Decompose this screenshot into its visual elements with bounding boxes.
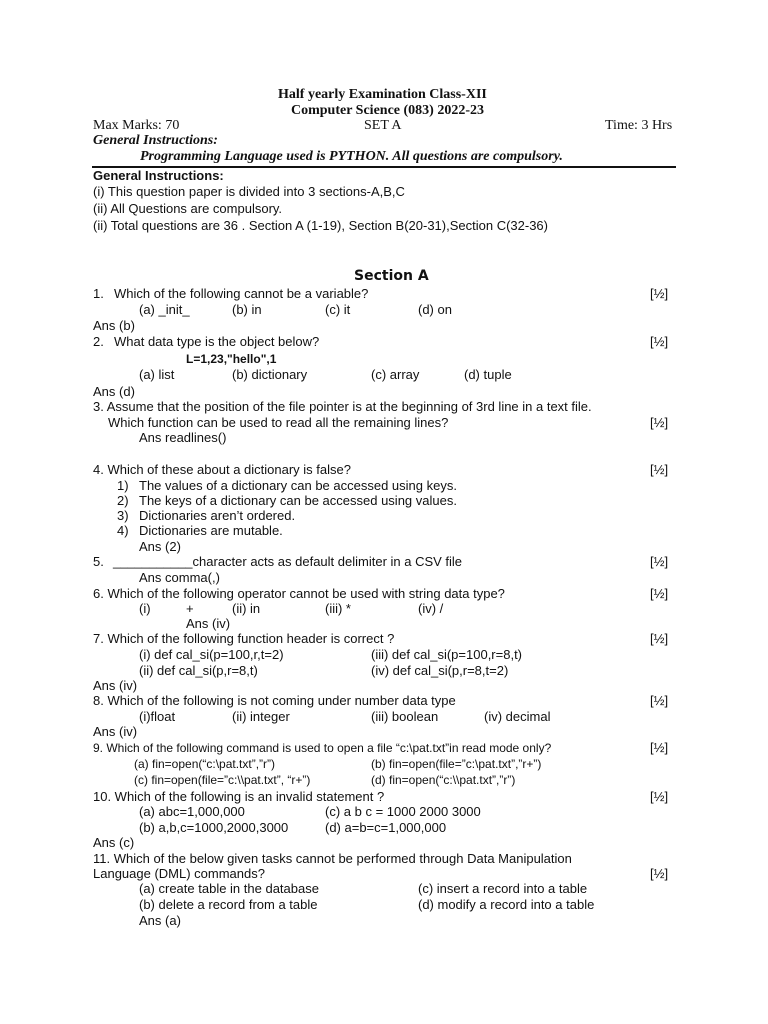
q6-mark: [½] xyxy=(650,586,669,601)
q11-text-line2: Language (DML) commands? xyxy=(93,866,265,881)
q7-option-a: (i) def cal_si(p=100,r,t=2) xyxy=(139,647,284,662)
q7-mark: [½] xyxy=(650,631,669,646)
q10-option-a: (a) abc=1,000,000 xyxy=(139,804,245,819)
q10-option-d: (d) a=b=c=1,000,000 xyxy=(325,820,447,835)
exam-subtitle: Computer Science (083) 2022-23 xyxy=(291,103,484,118)
q6-option-c: (iii) * xyxy=(325,601,351,616)
q8-text: 8. Which of the following is not coming under number data type xyxy=(93,693,456,708)
q1-mark: [½] xyxy=(650,286,669,301)
q9-option-c: (c) fin=open(file=”c:\\pat.txt”, “r+”) xyxy=(134,773,311,787)
q2-answer: Ans (d) xyxy=(93,384,135,399)
q7-text: 7. Which of the following function header is correct ? xyxy=(93,631,395,646)
q1-option-c: (c) it xyxy=(325,302,351,317)
q10-text: 10. Which of the following is an invalid statement ? xyxy=(93,789,385,804)
q3-answer: Ans readlines() xyxy=(139,430,227,445)
instruction-3: (ii) Total questions are 36 . Section A (1-19), Section B(20-31),Section C(32-36) xyxy=(93,218,548,233)
q3-text-line2: Which function can be used to read all the remaining lines? xyxy=(108,415,449,430)
q11-option-a: (a) create table in the database xyxy=(139,881,319,896)
instruction-2: (ii) All Questions are compulsory. xyxy=(93,201,283,216)
q1-option-a: (a) _init_ xyxy=(139,302,190,317)
q2-option-a: (a) list xyxy=(139,367,175,382)
q5-answer: Ans comma(,) xyxy=(139,570,220,585)
q2-option-b: (b) dictionary xyxy=(232,367,308,382)
q6-answer: Ans (iv) xyxy=(186,616,231,631)
q11-text-line1: 11. Which of the below given tasks cannot be performed through Data Manipulation xyxy=(93,851,572,866)
q8-option-a: (i)float xyxy=(139,709,176,724)
q8-option-b: (ii) integer xyxy=(232,709,290,724)
time-label: Time: 3 Hrs xyxy=(605,118,673,133)
q9-option-d: (d) fin=open(“c:\\pat.txt”,”r”) xyxy=(371,773,516,787)
q10-mark: [½] xyxy=(650,789,669,804)
section-title: Section A xyxy=(354,268,429,284)
q1-text: Which of the following cannot be a variable? xyxy=(114,286,369,301)
q2-option-d: (d) tuple xyxy=(464,367,512,382)
q11-answer: Ans (a) xyxy=(139,913,181,928)
q4-mark: [½] xyxy=(650,462,669,477)
q10-answer: Ans (c) xyxy=(93,835,135,850)
general-instructions-text: Programming Language used is PYTHON. All questions are compulsory. xyxy=(140,149,563,164)
q2-code: L=1,23,"hello",1 xyxy=(186,352,277,366)
q9-option-a: (a) fin=open(“c:\pat.txt”,”r”) xyxy=(134,757,276,771)
q6-option-a: (i) xyxy=(139,601,151,616)
q3-mark: [½] xyxy=(650,415,669,430)
q1-answer: Ans (b) xyxy=(93,318,135,333)
q7-option-d: (iv) def cal_si(p,r=8,t=2) xyxy=(371,663,509,678)
q8-answer: Ans (iv) xyxy=(93,724,138,739)
q1-option-b: (b) in xyxy=(232,302,262,317)
q5-number: 5. xyxy=(93,554,104,569)
q11-mark: [½] xyxy=(650,866,669,881)
q2-option-c: (c) array xyxy=(371,367,420,382)
q8-option-c: (iii) boolean xyxy=(371,709,439,724)
q2-number: 2. xyxy=(93,334,104,349)
q6-option-d: (iv) / xyxy=(418,601,444,616)
q9-text: 9. Which of the following command is used to open a file “c:\pat.txt”in read mode only? xyxy=(93,741,552,755)
q4-option-1-number: 1) xyxy=(117,478,129,493)
q5-mark: [½] xyxy=(650,554,669,569)
q3-text-line1: 3. Assume that the position of the file pointer is at the beginning of 3rd line in a text file. xyxy=(93,399,592,414)
q4-option-3-number: 3) xyxy=(117,508,129,523)
q4-option-4: Dictionaries are mutable. xyxy=(139,523,283,538)
q4-option-3: Dictionaries aren’t ordered. xyxy=(139,508,296,523)
q11-option-d: (d) modify a record into a table xyxy=(418,897,595,912)
q9-mark: [½] xyxy=(650,740,669,755)
q11-option-c: (c) insert a record into a table xyxy=(418,881,588,896)
q4-option-2-number: 2) xyxy=(117,493,129,508)
q4-answer: Ans (2) xyxy=(139,539,181,554)
q1-number: 1. xyxy=(93,286,104,301)
q7-option-c: (iii) def cal_si(p=100,r=8,t) xyxy=(371,647,523,662)
q4-text: 4. Which of these about a dictionary is false? xyxy=(93,462,351,477)
q5-text: ___________character acts as default delimiter in a CSV file xyxy=(113,554,463,569)
q1-option-d: (d) on xyxy=(418,302,452,317)
set-label: SET A xyxy=(364,118,402,133)
q4-option-1: The values of a dictionary can be accessed using keys. xyxy=(139,478,457,493)
q7-answer: Ans (iv) xyxy=(93,678,138,693)
instruction-1: (i) This question paper is divided into 3 sections-A,B,C xyxy=(93,184,405,199)
q6-option-a-symbol: + xyxy=(186,601,194,616)
q11-option-b: (b) delete a record from a table xyxy=(139,897,318,912)
q4-option-2: The keys of a dictionary can be accessed using values. xyxy=(139,493,457,508)
q10-option-c: (c) a b c = 1000 2000 3000 xyxy=(325,804,481,819)
q10-option-b: (b) a,b,c=1000,2000,3000 xyxy=(139,820,289,835)
q8-mark: [½] xyxy=(650,693,669,708)
q2-text: What data type is the object below? xyxy=(114,334,320,349)
q6-text: 6. Which of the following operator cannot be used with string data type? xyxy=(93,586,505,601)
q6-option-b: (ii) in xyxy=(232,601,261,616)
exam-title: Half yearly Examination Class-XII xyxy=(278,87,487,102)
q9-option-b: (b) fin=open(file=”c:\pat.txt”,”r+”) xyxy=(371,757,542,771)
instructions-title: General Instructions: xyxy=(93,168,224,183)
q8-option-d: (iv) decimal xyxy=(484,709,551,724)
q2-mark: [½] xyxy=(650,334,669,349)
general-instructions-label: General Instructions: xyxy=(93,133,218,148)
q7-option-b: (ii) def cal_si(p,r=8,t) xyxy=(139,663,258,678)
max-marks: Max Marks: 70 xyxy=(93,118,180,133)
q4-option-4-number: 4) xyxy=(117,523,129,538)
